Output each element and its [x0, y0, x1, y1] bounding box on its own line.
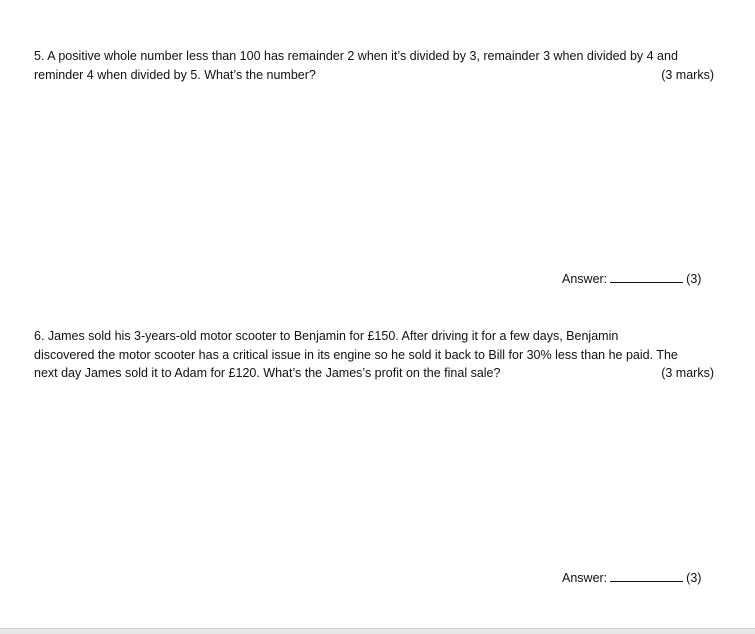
question-5-answer-marks: (3) [686, 272, 702, 286]
question-5-line-2-text: reminder 4 when divided by 5. What’s the number? [34, 67, 316, 82]
question-6 [34, 327, 734, 383]
question-5-answer-blank[interactable] [610, 270, 683, 283]
page-bottom-edge [0, 628, 755, 634]
question-6-answer-label: Answer: [562, 571, 608, 585]
question-6-answer-blank[interactable] [610, 569, 683, 582]
question-5-marks: (3 marks) [661, 67, 714, 82]
question-6-marks: (3 marks) [661, 366, 714, 380]
question-5-answer-label: Answer: [562, 272, 608, 286]
question-6-line-2: discovered the motor scooter has a critical issue in its engine so he sold it back to Bill for 30% less than he paid. The [34, 347, 678, 362]
question-5-line-1: 5. A positive whole number less than 100 has remainder 2 when it’s divided by 3, remainder 3 when divided by 4 and [34, 49, 678, 63]
question-6-line-3 [34, 364, 734, 383]
question-5-line-2 [34, 66, 734, 85]
question-5-answer [562, 270, 701, 287]
question-5 [34, 47, 734, 84]
question-6-answer [562, 569, 701, 586]
question-6-answer-marks: (3) [686, 571, 702, 585]
question-6-line-3-text: next day James sold it to Adam for £120. What’s the James’s profit on the final sale? [34, 366, 501, 380]
question-6-line-1: 6. James sold his 3-years-old motor scooter to Benjamin for £150. After driving it for a few days, Benjamin [34, 329, 619, 343]
